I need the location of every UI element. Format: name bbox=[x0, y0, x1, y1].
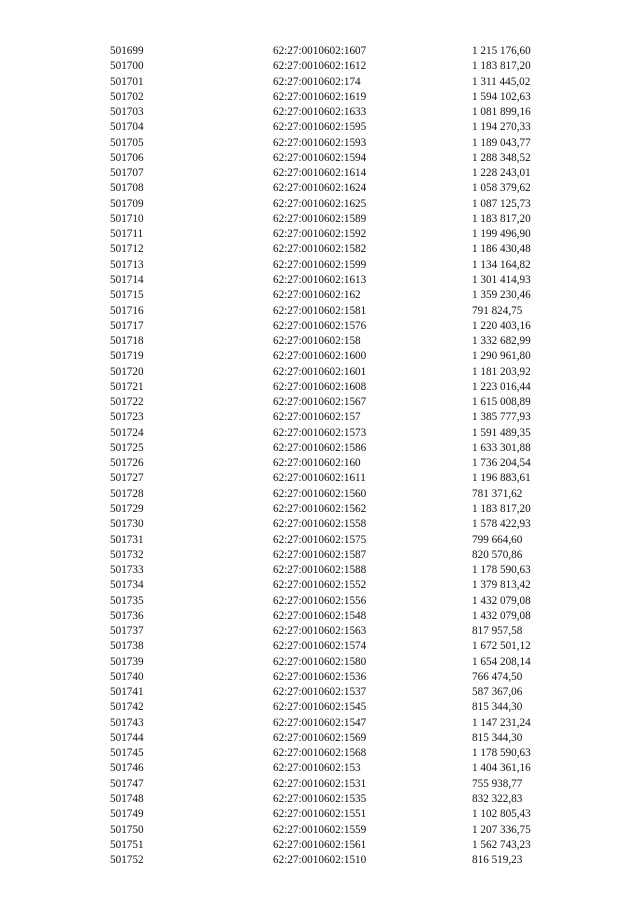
cadastral-value: 1 058 379,62 bbox=[472, 182, 531, 195]
table-row bbox=[0, 197, 640, 212]
cadastral-number: 62:27:0010602:1581 bbox=[273, 304, 367, 317]
cadastral-number: 62:27:0010602:1558 bbox=[273, 518, 367, 531]
record-number: 501719 bbox=[110, 350, 144, 363]
cadastral-value: 1 207 336,75 bbox=[472, 823, 531, 836]
record-number: 501741 bbox=[110, 686, 144, 699]
cadastral-number: 62:27:0010602:1563 bbox=[273, 625, 367, 638]
cadastral-number: 62:27:0010602:1599 bbox=[273, 258, 367, 271]
cadastral-number: 62:27:0010602:1536 bbox=[273, 670, 367, 683]
cadastral-value: 1 194 270,33 bbox=[472, 121, 531, 134]
cadastral-number: 62:27:0010602:1589 bbox=[273, 212, 367, 225]
cadastral-value: 1 591 489,35 bbox=[472, 426, 531, 439]
cadastral-value: 1 432 079,08 bbox=[472, 609, 531, 622]
cadastral-value: 1 183 817,20 bbox=[472, 502, 531, 515]
cadastral-value: 816 519,23 bbox=[472, 854, 523, 867]
record-number: 501704 bbox=[110, 121, 144, 134]
cadastral-number: 62:27:0010602:1607 bbox=[273, 45, 367, 57]
cadastral-value: 1 183 817,20 bbox=[472, 60, 531, 73]
record-number: 501718 bbox=[110, 335, 144, 348]
cadastral-value: 755 938,77 bbox=[472, 777, 523, 790]
record-number: 501723 bbox=[110, 411, 144, 424]
table-row bbox=[0, 502, 640, 517]
cadastral-number: 62:27:0010602:158 bbox=[273, 335, 361, 348]
cadastral-value: 1 594 102,63 bbox=[472, 90, 531, 103]
cadastral-value: 1 220 403,16 bbox=[472, 319, 531, 332]
cadastral-number: 62:27:0010602:1595 bbox=[273, 121, 367, 134]
table-row bbox=[0, 700, 640, 715]
cadastral-number: 62:27:0010602:1600 bbox=[273, 350, 367, 363]
table-row bbox=[0, 75, 640, 90]
record-number: 501709 bbox=[110, 197, 144, 210]
cadastral-number: 62:27:0010602:1556 bbox=[273, 594, 367, 607]
cadastral-number: 62:27:0010602:1611 bbox=[273, 472, 366, 485]
cadastral-number: 62:27:0010602:1535 bbox=[273, 793, 367, 806]
table-row bbox=[0, 304, 640, 319]
table-row bbox=[0, 838, 640, 853]
table-row bbox=[0, 136, 640, 151]
table-row bbox=[0, 761, 640, 776]
table-row bbox=[0, 853, 640, 868]
record-number: 501740 bbox=[110, 670, 144, 683]
cadastral-number: 62:27:0010602:1568 bbox=[273, 747, 367, 760]
cadastral-value: 781 371,62 bbox=[472, 487, 523, 500]
cadastral-number: 62:27:0010602:1593 bbox=[273, 136, 367, 149]
record-number: 501716 bbox=[110, 304, 144, 317]
cadastral-number: 62:27:0010602:1588 bbox=[273, 564, 367, 577]
cadastral-number: 62:27:0010602:1614 bbox=[273, 167, 367, 180]
record-number: 501702 bbox=[110, 90, 144, 103]
table-row bbox=[0, 670, 640, 685]
cadastral-number: 62:27:0010602:1559 bbox=[273, 823, 367, 836]
cadastral-number: 62:27:0010602:1594 bbox=[273, 151, 367, 164]
cadastral-number: 62:27:0010602:1562 bbox=[273, 502, 367, 515]
cadastral-value: 1 215 176,60 bbox=[472, 45, 531, 57]
cadastral-number: 62:27:0010602:1567 bbox=[273, 396, 367, 409]
cadastral-number: 62:27:0010602:1612 bbox=[273, 60, 367, 73]
cadastral-number: 62:27:0010602:1592 bbox=[273, 228, 367, 241]
cadastral-number: 62:27:0010602:1624 bbox=[273, 182, 367, 195]
record-number: 501749 bbox=[110, 808, 144, 821]
cadastral-number: 62:27:0010602:1601 bbox=[273, 365, 367, 378]
cadastral-number: 62:27:0010602:1582 bbox=[273, 243, 367, 256]
table-row bbox=[0, 487, 640, 502]
cadastral-number: 62:27:0010602:1537 bbox=[273, 686, 367, 699]
table-row bbox=[0, 151, 640, 166]
cadastral-value: 1 404 361,16 bbox=[472, 762, 531, 775]
cadastral-value: 1 578 422,93 bbox=[472, 518, 531, 531]
record-number: 501738 bbox=[110, 640, 144, 653]
cadastral-number: 62:27:0010602:1625 bbox=[273, 197, 367, 210]
table-row bbox=[0, 380, 640, 395]
record-number: 501707 bbox=[110, 167, 144, 180]
table-row bbox=[0, 746, 640, 761]
table-row bbox=[0, 212, 640, 227]
cadastral-value: 1 290 961,80 bbox=[472, 350, 531, 363]
table-row bbox=[0, 258, 640, 273]
cadastral-number: 62:27:0010602:1580 bbox=[273, 655, 367, 668]
cadastral-number: 62:27:0010602:1560 bbox=[273, 487, 367, 500]
table-row bbox=[0, 609, 640, 624]
record-number: 501725 bbox=[110, 441, 144, 454]
cadastral-value: 1 654 208,14 bbox=[472, 655, 531, 668]
cadastral-number: 62:27:0010602:1574 bbox=[273, 640, 367, 653]
table-row bbox=[0, 273, 640, 288]
cadastral-number: 62:27:0010602:1619 bbox=[273, 90, 367, 103]
table-row bbox=[0, 578, 640, 593]
table-row bbox=[0, 90, 640, 105]
cadastral-number: 62:27:0010602:174 bbox=[273, 75, 361, 88]
cadastral-value: 1 102 805,43 bbox=[472, 808, 531, 821]
cadastral-value: 587 367,06 bbox=[472, 686, 523, 699]
table-row bbox=[0, 823, 640, 838]
cadastral-number: 62:27:0010602:1587 bbox=[273, 548, 367, 561]
table-row bbox=[0, 365, 640, 380]
cadastral-value: 832 322,83 bbox=[472, 793, 523, 806]
table-row bbox=[0, 548, 640, 563]
table-row bbox=[0, 120, 640, 135]
table-row bbox=[0, 441, 640, 456]
cadastral-value: 1 199 496,90 bbox=[472, 228, 531, 241]
record-number: 501736 bbox=[110, 609, 144, 622]
record-number: 501711 bbox=[110, 228, 144, 241]
table-row bbox=[0, 166, 640, 181]
table-row bbox=[0, 594, 640, 609]
cadastral-value: 1 087 125,73 bbox=[472, 197, 531, 210]
cadastral-number: 62:27:0010602:1551 bbox=[273, 808, 367, 821]
record-number: 501744 bbox=[110, 731, 144, 744]
table-row bbox=[0, 639, 640, 654]
record-number: 501748 bbox=[110, 793, 144, 806]
record-number: 501745 bbox=[110, 747, 144, 760]
cadastral-value: 1 134 164,82 bbox=[472, 258, 531, 271]
table-row bbox=[0, 59, 640, 74]
record-number: 501712 bbox=[110, 243, 144, 256]
record-number: 501715 bbox=[110, 289, 144, 302]
table-row bbox=[0, 334, 640, 349]
cadastral-value: 1 081 899,16 bbox=[472, 106, 531, 119]
record-number: 501705 bbox=[110, 136, 144, 149]
cadastral-value: 1 432 079,08 bbox=[472, 594, 531, 607]
record-number: 501742 bbox=[110, 701, 144, 714]
record-number: 501722 bbox=[110, 396, 144, 409]
record-number: 501706 bbox=[110, 151, 144, 164]
record-number: 501732 bbox=[110, 548, 144, 561]
table-row bbox=[0, 242, 640, 257]
table-row bbox=[0, 624, 640, 639]
table-row bbox=[0, 105, 640, 120]
cadastral-value: 766 474,50 bbox=[472, 670, 523, 683]
record-number: 501747 bbox=[110, 777, 144, 790]
cadastral-number: 62:27:0010602:1561 bbox=[273, 838, 367, 851]
record-number: 501721 bbox=[110, 380, 144, 393]
cadastral-number: 62:27:0010602:1613 bbox=[273, 273, 367, 286]
record-number: 501728 bbox=[110, 487, 144, 500]
record-number: 501731 bbox=[110, 533, 144, 546]
record-number: 501729 bbox=[110, 502, 144, 515]
cadastral-value: 1 633 301,88 bbox=[472, 441, 531, 454]
record-number: 501750 bbox=[110, 823, 144, 836]
cadastral-value: 1 615 008,89 bbox=[472, 396, 531, 409]
cadastral-number: 62:27:0010602:153 bbox=[273, 762, 361, 775]
table-row bbox=[0, 426, 640, 441]
record-number: 501701 bbox=[110, 75, 144, 88]
cadastral-number: 62:27:0010602:1633 bbox=[273, 106, 367, 119]
table-row bbox=[0, 807, 640, 822]
record-number: 501743 bbox=[110, 716, 144, 729]
table-row bbox=[0, 44, 640, 59]
table-body bbox=[0, 44, 640, 868]
record-number: 501720 bbox=[110, 365, 144, 378]
record-number: 501713 bbox=[110, 258, 144, 271]
cadastral-number: 62:27:0010602:1548 bbox=[273, 609, 367, 622]
cadastral-number: 62:27:0010602:1531 bbox=[273, 777, 367, 790]
cadastral-number: 62:27:0010602:1545 bbox=[273, 701, 367, 714]
record-number: 501746 bbox=[110, 762, 144, 775]
record-number: 501714 bbox=[110, 273, 144, 286]
cadastral-value: 1 186 430,48 bbox=[472, 243, 531, 256]
table-row bbox=[0, 655, 640, 670]
cadastral-number: 62:27:0010602:157 bbox=[273, 411, 361, 424]
record-number: 501751 bbox=[110, 838, 144, 851]
record-number: 501737 bbox=[110, 625, 144, 638]
record-number: 501726 bbox=[110, 457, 144, 470]
record-number: 501739 bbox=[110, 655, 144, 668]
table-row bbox=[0, 731, 640, 746]
table-row bbox=[0, 227, 640, 242]
record-number: 501734 bbox=[110, 579, 144, 592]
cadastral-number: 62:27:0010602:1586 bbox=[273, 441, 367, 454]
cadastral-value: 1 311 445,02 bbox=[472, 75, 531, 88]
cadastral-value: 799 664,60 bbox=[472, 533, 523, 546]
cadastral-number: 62:27:0010602:1576 bbox=[273, 319, 367, 332]
cadastral-value: 1 385 777,93 bbox=[472, 411, 531, 424]
cadastral-number: 62:27:0010602:1510 bbox=[273, 854, 367, 867]
cadastral-value: 1 359 230,46 bbox=[472, 289, 531, 302]
cadastral-value: 817 957,58 bbox=[472, 625, 523, 638]
cadastral-value: 1 181 203,92 bbox=[472, 365, 531, 378]
cadastral-value: 820 570,86 bbox=[472, 548, 523, 561]
record-number: 501752 bbox=[110, 854, 144, 867]
cadastral-value: 1 562 743,23 bbox=[472, 838, 531, 851]
record-number: 501703 bbox=[110, 106, 144, 119]
cadastral-value: 1 178 590,63 bbox=[472, 564, 531, 577]
table-row bbox=[0, 792, 640, 807]
record-number: 501727 bbox=[110, 472, 144, 485]
table-row bbox=[0, 349, 640, 364]
record-number: 501730 bbox=[110, 518, 144, 531]
record-number: 501699 bbox=[110, 45, 144, 57]
cadastral-value: 1 332 682,99 bbox=[472, 335, 531, 348]
table-row bbox=[0, 685, 640, 700]
record-number: 501724 bbox=[110, 426, 144, 439]
table-row bbox=[0, 517, 640, 532]
cadastral-value: 1 288 348,52 bbox=[472, 151, 531, 164]
table-row bbox=[0, 471, 640, 486]
cadastral-number: 62:27:0010602:162 bbox=[273, 289, 361, 302]
cadastral-value: 1 183 817,20 bbox=[472, 212, 531, 225]
table-row bbox=[0, 181, 640, 196]
table-row bbox=[0, 288, 640, 303]
table-row bbox=[0, 319, 640, 334]
cadastral-value: 1 147 231,24 bbox=[472, 716, 531, 729]
cadastral-number: 62:27:0010602:160 bbox=[273, 457, 361, 470]
cadastral-value: 1 301 414,93 bbox=[472, 273, 531, 286]
cadastral-value: 1 228 243,01 bbox=[472, 167, 531, 180]
cadastral-number: 62:27:0010602:1608 bbox=[273, 380, 367, 393]
record-number: 501708 bbox=[110, 182, 144, 195]
table-row bbox=[0, 456, 640, 471]
cadastral-value: 1 196 883,61 bbox=[472, 472, 531, 485]
cadastral-number: 62:27:0010602:1547 bbox=[273, 716, 367, 729]
table-row bbox=[0, 716, 640, 731]
record-number: 501700 bbox=[110, 60, 144, 73]
cadastral-value: 1 379 813,42 bbox=[472, 579, 531, 592]
cadastral-value: 1 672 501,12 bbox=[472, 640, 531, 653]
table-row bbox=[0, 563, 640, 578]
cadastral-value: 1 178 590,63 bbox=[472, 747, 531, 760]
cadastral-number: 62:27:0010602:1569 bbox=[273, 731, 367, 744]
cadastral-number: 62:27:0010602:1552 bbox=[273, 579, 367, 592]
cadastral-value: 1 736 204,54 bbox=[472, 457, 531, 470]
cadastral-number: 62:27:0010602:1575 bbox=[273, 533, 367, 546]
record-number: 501717 bbox=[110, 319, 144, 332]
record-number: 501735 bbox=[110, 594, 144, 607]
cadastral-value: 791 824,75 bbox=[472, 304, 523, 317]
table-row bbox=[0, 777, 640, 792]
table-row bbox=[0, 395, 640, 410]
record-number: 501733 bbox=[110, 564, 144, 577]
cadastral-number: 62:27:0010602:1573 bbox=[273, 426, 367, 439]
cadastral-value: 815 344,30 bbox=[472, 731, 523, 744]
table-row bbox=[0, 533, 640, 548]
cadastral-value: 815 344,30 bbox=[472, 701, 523, 714]
cadastral-value: 1 189 043,77 bbox=[472, 136, 531, 149]
record-number: 501710 bbox=[110, 212, 144, 225]
cadastral-value: 1 223 016,44 bbox=[472, 380, 531, 393]
table-row bbox=[0, 410, 640, 425]
